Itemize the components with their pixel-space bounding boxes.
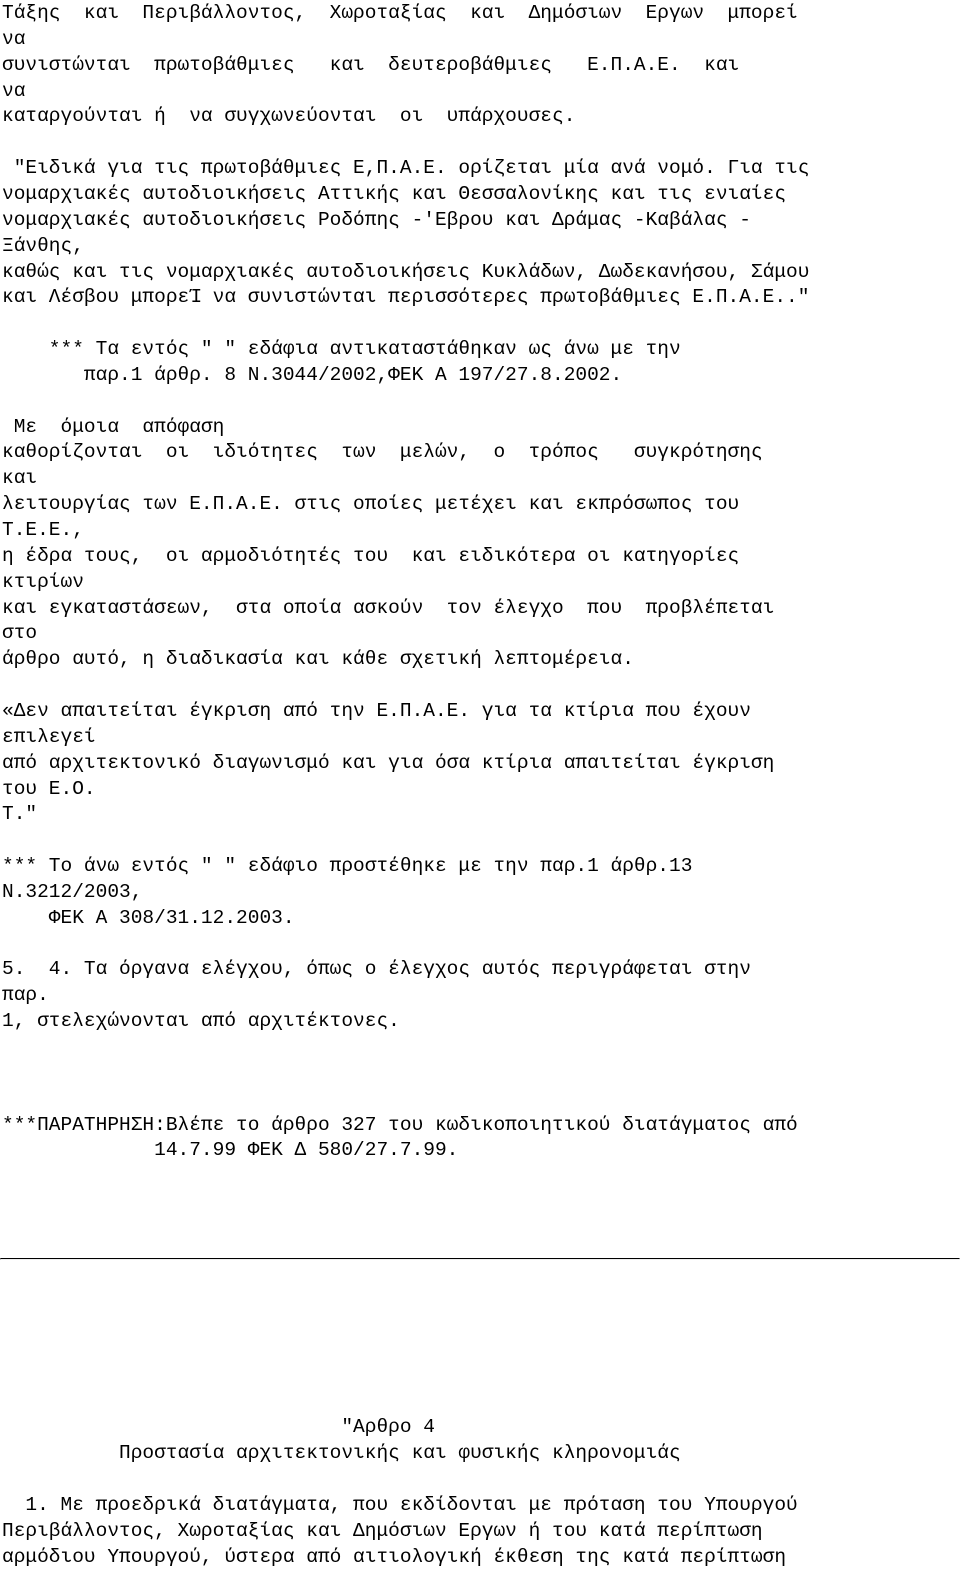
text-line: 1. Με προεδρικά διατάγματα, που εκδίδονται με πρόταση του Υπουργού <box>2 1493 798 1516</box>
text-line: του Ε.Ο. <box>2 777 96 800</box>
text-line: παρ.1 άρθρ. 8 Ν.3044/2002,ΦΕΚ Α 197/27.8.2002. <box>2 363 623 386</box>
text-line: ΦΕΚ Α 308/31.12.2003. <box>2 906 295 929</box>
text-line: Τάξης και Περιβάλλοντος, Χωροταξίας και Δημόσιων Εργων μπορεί <box>2 2 798 24</box>
text-line: στο <box>2 622 38 645</box>
text-line: Περιβάλλοντος, Χωροταξίας και Δημόσιων Εργων ή του κατά περίπτωση <box>2 1519 763 1542</box>
text-line: από αρχιτεκτονικό διαγωνισμό και για όσα κτίρια απαιτείται έγκριση <box>2 751 775 774</box>
text-line: νομαρχιακές αυτοδιοικήσεις Ροδόπης -'Εβρου και Δράμας -Καβάλας - <box>2 208 751 231</box>
text-line: 5. 4. Τα όργανα ελέγχου, όπως ο έλεγχος αυτός περιγράφεται στην <box>2 958 751 981</box>
text-line: καθορίζονται οι ιδιότητες των μελών, ο τρόπος συγκρότησης <box>2 441 763 464</box>
text-line: "Ειδικά για τις πρωτοβάθμιες Ε,Π.Α.Ε. ορίζεται μία ανά νομό. Για τις <box>2 157 810 180</box>
text-line: Προστασία αρχιτεκτονικής και φυσικής κληρονομιάς <box>2 1441 681 1464</box>
text-line: κτιρίων <box>2 570 84 593</box>
text-line: και Λέσβου μπορεΊ να συνιστώνται περισσότερες πρωτοβάθμιες Ε.Π.Α.Ε.." <box>2 286 810 309</box>
text-line: "Αρθρο 4 <box>2 1416 435 1438</box>
text-line: καταργούνται ή να συγχωνεύονται οι υπάρχουσες. <box>2 105 576 128</box>
text-line: παρ. <box>2 984 49 1007</box>
text-line: και <box>2 467 38 490</box>
text-line: να <box>2 79 26 102</box>
text-line: η έδρα τους, οι αρμοδιότητές του και ειδικότερα οι κατηγορίες <box>2 544 740 567</box>
text-line: αρμόδιου Υπουργού, ύστερα από αιτιολογική έκθεση της κατά περίπτωση <box>2 1545 787 1568</box>
text-line: Τ.Ε.Ε., <box>2 519 84 541</box>
text-line: «Δεν απαιτείται έγκριση από την Ε.Π.Α.Ε. για τα κτίρια που έχουν <box>2 699 751 722</box>
text-line: 14.7.99 ΦΕΚ Δ 580/27.7.99. <box>2 1139 459 1162</box>
text-line: άρθρο αυτό, η διαδικασία και κάθε σχετική λεπτομέρεια. <box>2 648 634 671</box>
text-line: επιλεγεί <box>2 725 96 748</box>
text-line: Τ." <box>2 803 38 826</box>
text-line: να <box>2 27 26 50</box>
text-line: Ξάνθης, <box>2 234 84 257</box>
text-line: *** Το άνω εντός " " εδάφιο προστέθηκε με την παρ.1 άρθρ.13 <box>2 855 693 878</box>
text-line: λειτουργίας των Ε.Π.Α.Ε. στις οποίες μετέχει και εκπρόσωπος του <box>2 493 740 516</box>
text-line: Ν.3212/2003, <box>2 880 143 903</box>
text-line: ***ΠΑΡΑΤΗΡΗΣΗ:Βλέπε το άρθρο 327 του κωδικοποιητικού διατάγματος από <box>2 1113 798 1136</box>
text-line: 1, στελεχώνονται από αρχιτέκτονες. <box>2 1010 400 1033</box>
section-divider <box>0 1258 960 1260</box>
text-line: και εγκαταστάσεων, στα οποία ασκούν τον έλεγχο που προβλέπεται <box>2 596 775 619</box>
text-line: νομαρχιακές αυτοδιοικήσεις Αττικής και Θεσσαλονίκης και τις ενιαίες <box>2 182 787 205</box>
text-line: συνιστώνται πρωτοβάθμιες και δευτεροβάθμιες Ε.Π.Α.Ε. και <box>2 53 740 76</box>
text-line: *** Τα εντός " " εδάφια αντικαταστάθηκαν ως άνω με την <box>2 338 681 361</box>
text-line: Με όμοια απόφαση <box>2 415 225 438</box>
text-line: καθώς και τις νομαρχιακές αυτοδιοικήσεις Κυκλάδων, Δωδεκανήσου, Σάμου <box>2 260 810 283</box>
